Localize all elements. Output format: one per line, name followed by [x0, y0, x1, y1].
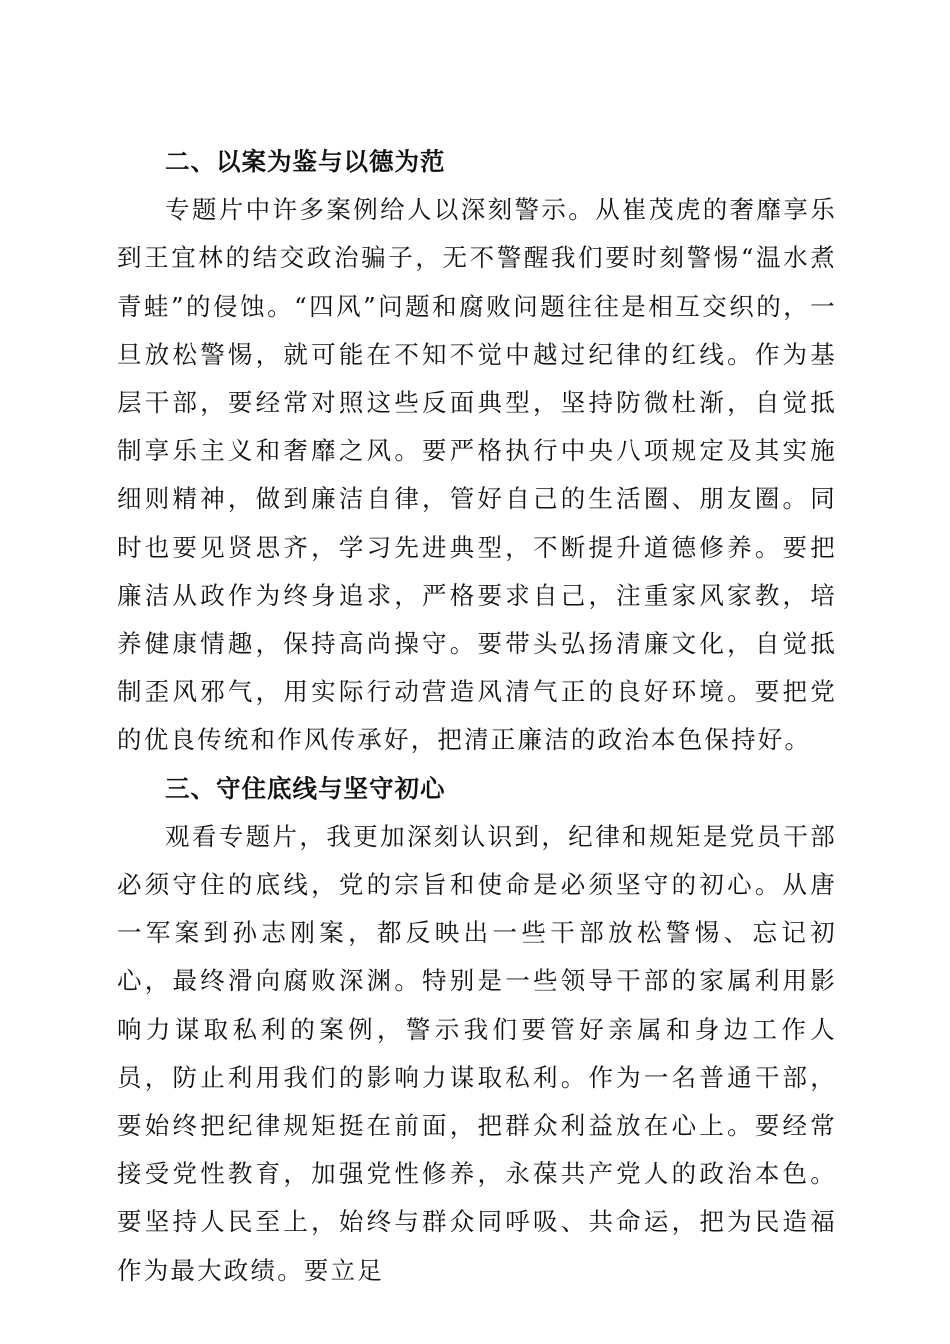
section-paragraph-2: 专题片中许多案例给人以深刻警示。从崔茂虎的奢靡享乐到王宜林的结交政治骗子，无不警醒我们要时刻警惕“温水煮青蛙”的侵蚀。“四风”问题和腐败问题往往是相互交织的，一旦放松警惕，就可能在不知不觉中越过纪律的红线。作为基层干部，要经常对照这些反面典型，坚持防微杜渐，自觉抵制享乐主义和奢靡之风。要严格执行中央八项规定及其实施细则精神，做到廉洁自律，管好自己的生活圈、朋友圈。同时也要见贤思齐，学习先进典型，不断提升道德修养。要把廉洁从政作为终身追求，严格要求自己，注重家风家教，培养健康情趣，保持高尚操守。要带头弘扬清廉文化，自觉抵制歪风邪气，用实际行动营造风清气正的良好环境。要把党的优良传统和作风传承好，把清正廉洁的政治本色保持好。 [117, 195, 837, 755]
section-heading-3: 三、守住底线与坚守初心 [165, 773, 446, 803]
document-body [117, 138, 837, 1295]
section-paragraph-3: 观看专题片，我更加深刻认识到，纪律和规矩是党员干部必须守住的底线，党的宗旨和使命是必须坚守的初心。从唐一军案到孙志刚案，都反映出一些干部放松警惕、忘记初心，最终滑向腐败深渊。特别是一些领导干部的家属利用影响力谋取私利的案例，警示我们要管好亲属和身边工作人员，防止利用我们的影响力谋取私利。作为一名普通干部，要始终把纪律规矩挺在前面，把群众利益放在心上。要经常接受党性教育，加强党性修养，永葆共产党人的政治本色。要坚持人民至上，始终与群众同呼吸、共命运，把为民造福作为最大政绩。要立足 [117, 821, 837, 1285]
section-heading-2: 二、以案为鉴与以德为范 [165, 147, 446, 176]
